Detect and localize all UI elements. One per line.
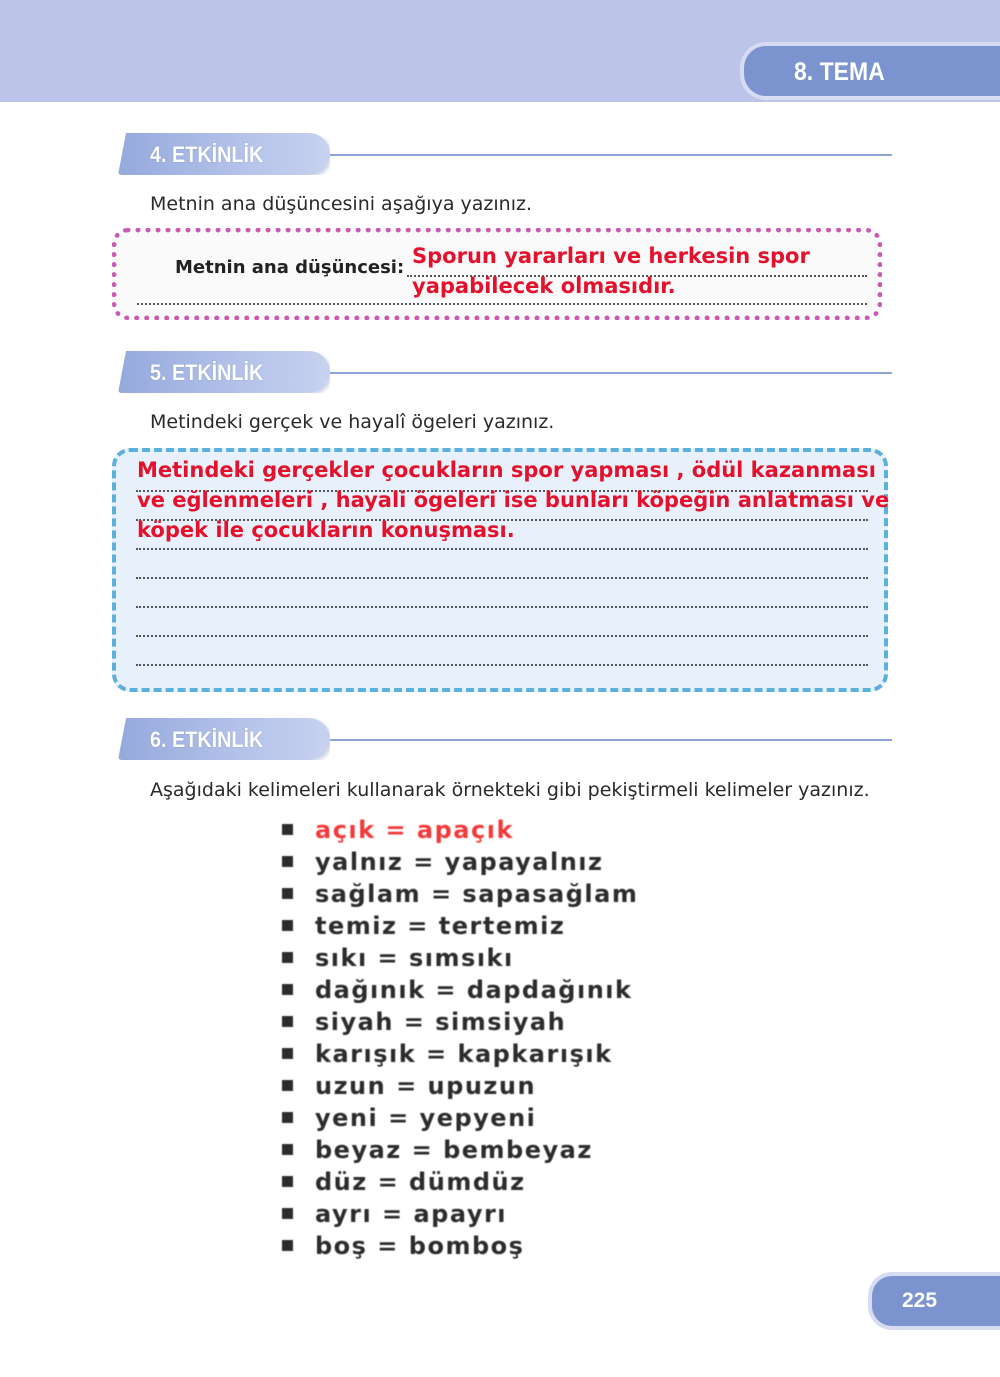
main-idea-label: Metnin ana düşüncesi: xyxy=(175,257,405,278)
section-instruction: Metnin ana düşüncesini aşağıya yazınız. xyxy=(150,193,532,215)
word-pair: açık = apaçık xyxy=(315,816,514,844)
writing-line xyxy=(136,635,868,637)
word-pair: yeni = yepyeni xyxy=(315,1104,537,1132)
word-pair: karışık = kapkarışık xyxy=(315,1040,613,1068)
section-instruction: Metindeki gerçek ve hayalî ögeleri yazınız. xyxy=(150,411,555,433)
word-item xyxy=(272,814,514,846)
answer-line: yapabilecek olmasıdır. xyxy=(412,274,676,298)
answer-line: Metindeki gerçekler çocukların spor yapması , ödül kazanması xyxy=(137,458,876,482)
word-item xyxy=(272,910,565,942)
section-title: 6. ETKİNLİK xyxy=(150,727,264,752)
section-instruction: Aşağıdaki kelimeleri kullanarak örnekteki gibi pekiştirmeli kelimeler yazınız. xyxy=(150,779,870,801)
word-item xyxy=(272,1230,524,1262)
word-pair: sağlam = sapasağlam xyxy=(315,880,639,908)
bullet-icon xyxy=(282,920,293,931)
bullet-icon xyxy=(282,888,293,899)
section-header-4 xyxy=(118,133,893,177)
bullet-icon xyxy=(282,1176,293,1187)
answer-line: köpek ile çocukların konuşması. xyxy=(137,518,515,542)
word-pair: ayrı = apayrı xyxy=(315,1200,508,1228)
writing-line xyxy=(136,577,868,579)
bullet-icon xyxy=(282,1208,293,1219)
word-item xyxy=(272,942,514,974)
section-divider xyxy=(330,372,892,374)
answer-line: ve eğlenmeleri , hayali ögeleri ise bunları köpeğin anlatması ve xyxy=(137,488,890,512)
word-pair: beyaz = bembeyaz xyxy=(315,1136,593,1164)
word-item xyxy=(272,878,638,910)
word-list-image xyxy=(272,812,784,1272)
word-item xyxy=(272,1038,613,1070)
bullet-icon xyxy=(282,952,293,963)
word-item xyxy=(272,1166,526,1198)
bullet-icon xyxy=(282,1112,293,1123)
writing-line xyxy=(136,664,868,666)
bullet-icon xyxy=(282,1144,293,1155)
theme-tab xyxy=(744,46,1000,96)
writing-line xyxy=(136,606,868,608)
answer-line: Sporun yararları ve herkesin spor xyxy=(412,244,810,268)
word-item xyxy=(272,1198,507,1230)
bullet-icon xyxy=(282,984,293,995)
section-title: 4. ETKİNLİK xyxy=(150,142,264,167)
word-pair: yalnız = yapayalnız xyxy=(315,848,604,876)
word-item xyxy=(272,1134,593,1166)
word-pair: boş = bomboş xyxy=(315,1232,525,1260)
word-item xyxy=(272,1102,536,1134)
word-item xyxy=(272,1070,536,1102)
section-divider xyxy=(330,154,892,156)
section-header-6 xyxy=(118,718,893,762)
bullet-icon xyxy=(282,1016,293,1027)
word-pair: siyah = simsiyah xyxy=(315,1008,567,1036)
writing-line xyxy=(136,548,868,550)
word-pair: uzun = upuzun xyxy=(315,1072,537,1100)
section-title: 5. ETKİNLİK xyxy=(150,360,264,385)
page-number-tab xyxy=(872,1276,1000,1326)
theme-label: 8. TEMA xyxy=(794,58,885,86)
bullet-icon xyxy=(282,824,293,835)
word-pair: dağınık = dapdağınık xyxy=(315,976,633,1004)
bullet-icon xyxy=(282,856,293,867)
writing-line xyxy=(137,303,867,305)
word-item xyxy=(272,846,604,878)
page-number: 225 xyxy=(902,1289,938,1312)
word-item xyxy=(272,1006,566,1038)
bullet-icon xyxy=(282,1240,293,1251)
section-header-5 xyxy=(118,351,893,395)
word-pair: düz = dümdüz xyxy=(315,1168,526,1196)
word-pair: sıkı = sımsıkı xyxy=(315,944,514,972)
word-pair: temiz = tertemiz xyxy=(315,912,566,940)
section-divider xyxy=(330,739,892,741)
bullet-icon xyxy=(282,1080,293,1091)
word-item xyxy=(272,974,632,1006)
bullet-icon xyxy=(282,1048,293,1059)
